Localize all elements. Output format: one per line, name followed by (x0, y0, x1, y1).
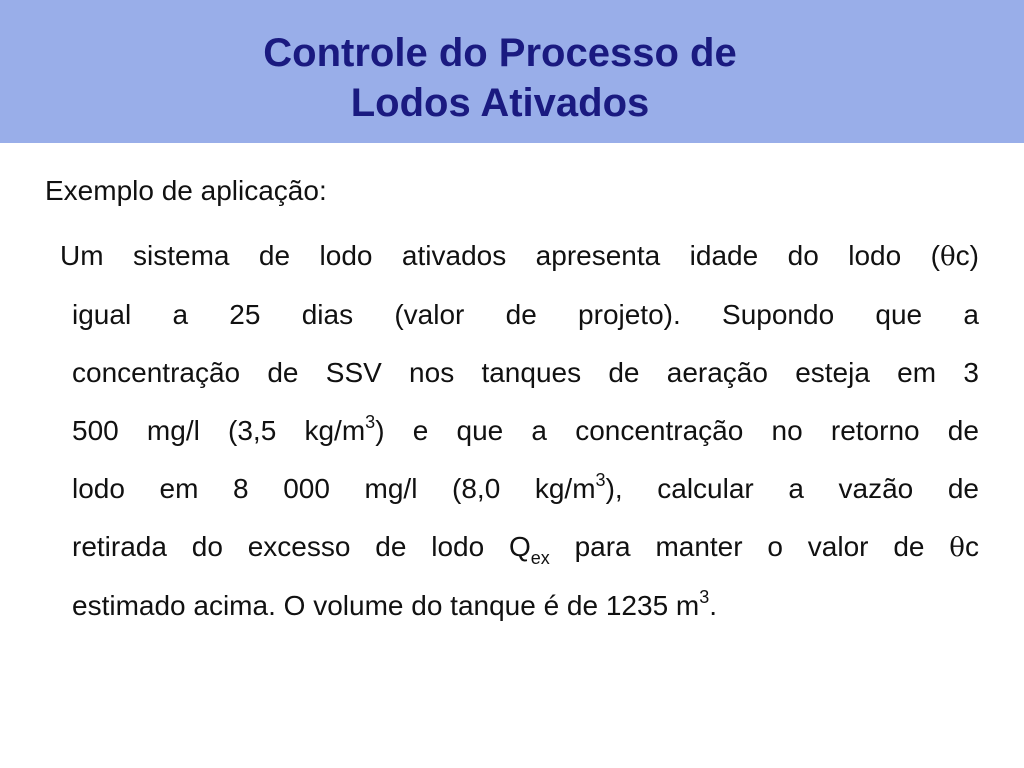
paragraph-line-6 (72, 518, 979, 577)
word: e (412, 415, 429, 446)
paragraph-line-1 (60, 227, 979, 286)
paragraph-line-3 (72, 344, 979, 402)
word: lodo (72, 473, 125, 504)
word: retorno (830, 415, 920, 446)
word: a (531, 415, 547, 446)
word: de (267, 357, 299, 388)
word: a (788, 473, 804, 504)
word: SSV (325, 357, 382, 388)
word: aeração (666, 357, 768, 388)
word: o (767, 531, 783, 562)
word: $Q_{ex}$ (508, 531, 550, 568)
word: 8 (233, 473, 249, 504)
word: a (172, 299, 189, 330)
word: mg/l (146, 415, 200, 446)
word: 500 (72, 415, 119, 446)
paragraph-line-7 (72, 577, 979, 635)
word: retirada (72, 531, 167, 562)
word: em (897, 357, 937, 388)
word: $kg/m^3$), (534, 470, 623, 504)
word: (3,5 (228, 415, 277, 446)
word: apresenta (535, 240, 661, 271)
word: dias (301, 299, 354, 330)
word: ativados (401, 240, 507, 271)
word: de (608, 357, 640, 388)
word: de (505, 299, 537, 330)
word: manter (655, 531, 743, 562)
word: de (258, 240, 291, 271)
word: concentração (575, 415, 744, 446)
word: 25 (229, 299, 261, 330)
word: mg/l (364, 473, 418, 504)
word: do (191, 531, 223, 562)
word: de (375, 531, 407, 562)
word: 000 (283, 473, 330, 504)
word: (8,0 (452, 473, 501, 504)
word: nos (409, 357, 455, 388)
word: 3 (963, 357, 979, 388)
word: lodo (319, 240, 373, 271)
example-paragraph (60, 227, 979, 635)
word: idade (689, 240, 759, 271)
word: de (947, 415, 979, 446)
word: esteja (795, 357, 870, 388)
paragraph-line-2 (72, 286, 979, 344)
word: lodo (848, 240, 902, 271)
word: calcular (657, 473, 754, 504)
word: (valor (394, 299, 465, 330)
word: no (771, 415, 803, 446)
word: sistema (133, 240, 230, 271)
line7-text: estimado acima. O volume do tanque é de 1235 $m^3$. (72, 587, 718, 621)
word: θc (949, 531, 979, 563)
word: (θc) (930, 240, 979, 272)
word: igual (72, 299, 132, 330)
title-line-2: Lodos Ativados (350, 81, 650, 125)
word: Um (60, 240, 104, 271)
intro-text: Exemplo de aplicação: (45, 175, 327, 206)
word: vazão (838, 473, 914, 504)
word: a (963, 299, 979, 330)
title-line-1: Controle do Processo de (263, 31, 737, 75)
word: que (875, 299, 923, 330)
word: Supondo (722, 299, 835, 330)
word: lodo (431, 531, 485, 562)
word: que (456, 415, 504, 446)
word: de (947, 473, 979, 504)
word: para (574, 531, 631, 562)
word: do (787, 240, 819, 271)
word: $kg/m^3$) (304, 412, 385, 446)
word: tanques (481, 357, 582, 388)
paragraph-line-5 (72, 460, 979, 518)
word: concentração (72, 357, 241, 388)
word: projeto). (578, 299, 681, 330)
paragraph-line-4 (72, 402, 979, 460)
word: em (159, 473, 199, 504)
word: de (893, 531, 925, 562)
word: valor (807, 531, 869, 562)
word: excesso (247, 531, 351, 562)
slide-title (0, 28, 1000, 128)
